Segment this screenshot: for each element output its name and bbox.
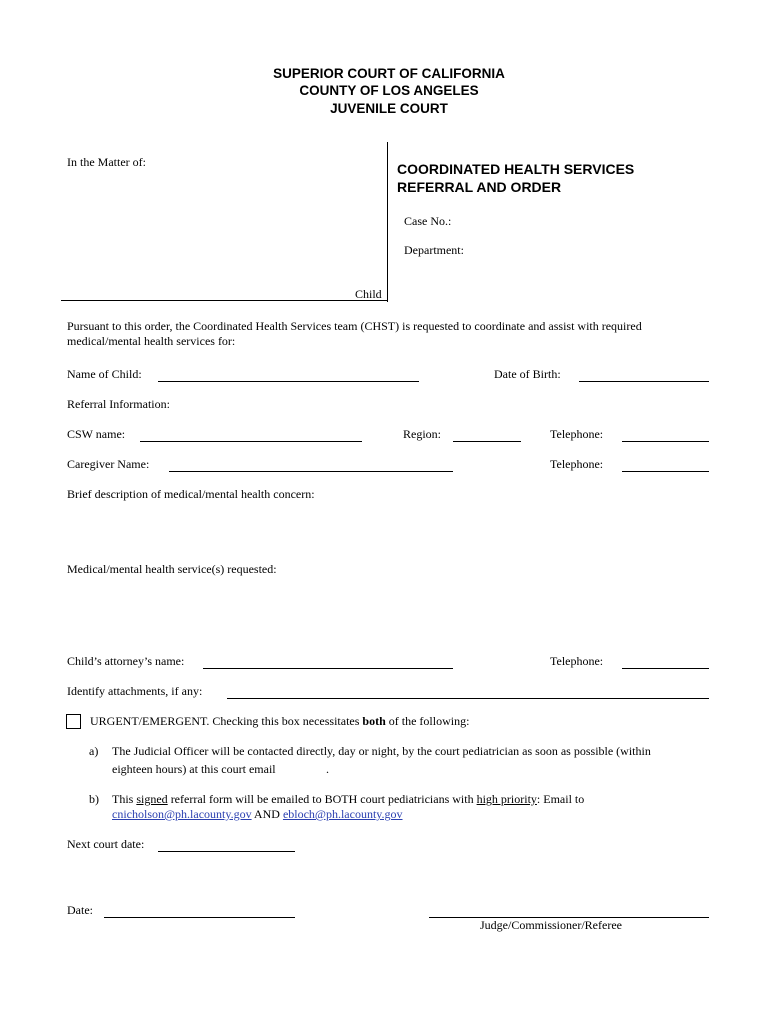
caregiver-telephone-label: Telephone: <box>550 457 604 471</box>
child-label: Child <box>355 287 382 301</box>
attachments-field[interactable] <box>227 698 709 699</box>
attachments-label: Identify attachments, if any: <box>67 684 203 698</box>
caption-divider <box>387 142 388 302</box>
services-requested-label: Medical/mental health service(s) requested: <box>67 562 277 576</box>
form-title-line1: COORDINATED HEALTH SERVICES <box>397 161 635 177</box>
item-b-line2: cnicholson@ph.lacounty.gov AND ebloch@ph.lacounty.gov <box>112 807 403 821</box>
region-label: Region: <box>403 427 441 441</box>
childs-attorney-label: Child’s attorney’s name: <box>67 654 185 668</box>
signature-label: Judge/Commissioner/Referee <box>480 918 622 932</box>
csw-telephone-label: Telephone: <box>550 427 604 441</box>
date-label: Date: <box>67 903 93 917</box>
court-name: SUPERIOR COURT OF CALIFORNIA <box>273 66 505 81</box>
case-no-label: Case No.: <box>404 214 452 228</box>
name-of-child-label: Name of Child: <box>67 367 142 381</box>
item-a-line1: The Judicial Officer will be contacted directly, day or night, by the court pediatrician as soon as possible (within <box>112 744 651 758</box>
attorney-telephone-field[interactable] <box>622 668 709 669</box>
item-a-line2: eighteen hours) at this court email <box>112 762 276 776</box>
csw-telephone-field[interactable] <box>622 441 709 442</box>
next-court-date-label: Next court date: <box>67 837 145 851</box>
in-the-matter-label: In the Matter of: <box>67 155 146 169</box>
childs-attorney-field[interactable] <box>203 668 453 669</box>
item-a-marker: a) <box>89 744 99 758</box>
caption-bottom-line <box>61 300 388 301</box>
item-b-line1: This signed referral form will be emailed to BOTH court pediatricians with high priority: Email to <box>112 792 585 806</box>
csw-name-field[interactable] <box>140 441 362 442</box>
department-label: Department: <box>404 243 464 257</box>
urgent-label: URGENT/EMERGENT. Checking this box necessitates both of the following: <box>90 714 470 728</box>
caregiver-name-label: Caregiver Name: <box>67 457 150 471</box>
email-link-cnicholson[interactable]: cnicholson@ph.lacounty.gov <box>112 807 252 821</box>
urgent-checkbox[interactable] <box>66 714 81 729</box>
region-field[interactable] <box>453 441 521 442</box>
county-name: COUNTY OF LOS ANGELES <box>299 83 479 98</box>
item-b-marker: b) <box>89 792 99 806</box>
caregiver-name-field[interactable] <box>169 471 453 472</box>
intro-line2: medical/mental health services for: <box>67 334 236 348</box>
date-field[interactable] <box>104 917 295 918</box>
name-of-child-field[interactable] <box>158 381 419 382</box>
email-link-ebloch[interactable]: ebloch@ph.lacounty.gov <box>282 807 403 821</box>
intro-line1: Pursuant to this order, the Coordinated Health Services team (CHST) is requested to coordinate and assist with required <box>67 319 642 333</box>
court-division: JUVENILE COURT <box>330 101 448 116</box>
form-title-line2: REFERRAL AND ORDER <box>397 179 562 195</box>
item-a-period: . <box>326 762 329 776</box>
caregiver-telephone-field[interactable] <box>622 471 709 472</box>
referral-information-label: Referral Information: <box>67 397 170 411</box>
date-of-birth-label: Date of Birth: <box>494 367 561 381</box>
next-court-date-field[interactable] <box>158 851 295 852</box>
brief-description-label: Brief description of medical/mental health concern: <box>67 487 315 501</box>
date-of-birth-field[interactable] <box>579 381 709 382</box>
csw-name-label: CSW name: <box>67 427 126 441</box>
attorney-telephone-label: Telephone: <box>550 654 604 668</box>
